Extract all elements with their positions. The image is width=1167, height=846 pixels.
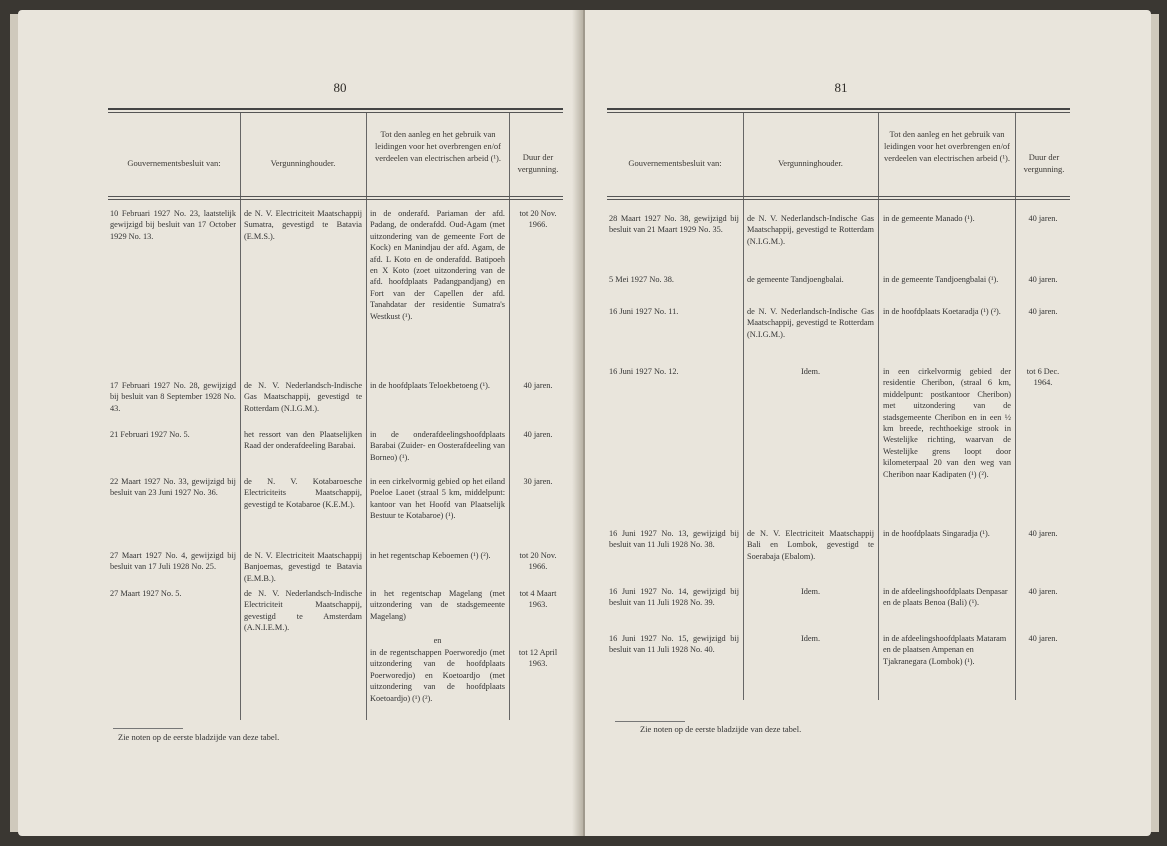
table-cell-besluit: 16 Juni 1927 No. 12. <box>609 367 679 376</box>
column-divider <box>743 113 744 700</box>
table-cell-aanleg: in een cirkelvormig gebied op het eiland Poeloe Laoet (straal 5 km, middelpunt: kantoor van het Hoofd van Plaatselijk Bestuur te Kotabaroe) (¹). <box>370 477 505 521</box>
table-cell-aanleg: in de hoofdplaats Singaradja (¹). <box>883 529 990 538</box>
table-cell-besluit: 16 Juni 1927 No. 15, gewijzigd bij besluit van 11 Juli 1928 No. 40. <box>609 634 739 655</box>
table-cell-besluit: 27 Maart 1927 No. 5. <box>110 589 182 598</box>
footnote-rule <box>113 728 183 729</box>
table-top-rule <box>607 108 1070 110</box>
table-cell-aanleg: in de hoofdplaats Teloekbetoeng (¹). <box>370 381 490 390</box>
table-cell-aanleg: in de hoofdplaats Koetaradja (¹) (²). <box>883 307 1001 316</box>
table-cell-aanleg: in de afdeelingshoofdplaats Mataram en de plaatsen Ampenan en Tjakranegara (Lombok) (¹). <box>883 634 1007 666</box>
table-cell-aanleg: in de gemeente Tandjoengbalai (¹). <box>883 275 999 284</box>
column-divider <box>366 113 367 720</box>
table-cell-duur: 40 jaren. <box>523 381 553 390</box>
table-cell-duur: tot 20 Nov. 1966. <box>519 209 557 230</box>
column-divider <box>240 113 241 720</box>
table-top-rule-2 <box>607 112 1070 113</box>
page-number: 81 <box>834 80 848 95</box>
table-cell-besluit: 22 Maart 1927 No. 33, gewijzigd bij besluit van 23 Juni 1927 No. 36. <box>110 477 236 498</box>
left-page <box>18 10 583 836</box>
table-cell-houder: de N. V. Electriciteit Maatschappij Banjoemas, gevestigd te Batavia (E.M.B.). <box>244 551 362 583</box>
table-cell-aanleg: in een cirkelvormig gebied der residentie Cheribon, (straal 6 km, middelpunt: postkantoor Cheribon) met uitzondering van de stadsgemeente Cheribon en in een ½ km breede, rechthoekige strook in Westelijke richting, waarvan de Westelijke grens loopt door kilometerpaal 20 van den weg van Cheribon naar Kadipaten (¹) (²). <box>883 367 1011 479</box>
footnote-rule <box>615 721 685 722</box>
table-cell-duur: 40 jaren. <box>1028 307 1058 316</box>
table-cell-duur: 40 jaren. <box>1028 634 1058 643</box>
header-rule-2 <box>607 199 1070 200</box>
table-cell-aanleg: in de gemeente Manado (¹). <box>883 214 975 223</box>
header-houder: Vergunninghouder. <box>270 158 336 168</box>
footnote: Zie noten op de eerste bladzijde van deze tabel. <box>640 724 802 734</box>
table-cell-besluit: 21 Februari 1927 No. 5. <box>110 430 190 439</box>
table-cell-besluit: 5 Mei 1927 No. 38. <box>609 275 674 284</box>
table-cell-aanleg: in het regentschap Keboemen (¹) (²). <box>370 551 491 560</box>
table-cell-houder: de gemeente Tandjoengbalai. <box>747 275 844 284</box>
table-cell-aanleg: in het regentschap Magelang (met uitzondering van de stadsgemeente Magelang) <box>370 589 505 621</box>
table-top-rule <box>108 108 563 110</box>
table-cell-conjunction: en <box>433 636 442 645</box>
header-duur: Duur der vergunning. <box>517 152 559 174</box>
table-cell-besluit: 17 Februari 1927 No. 28, gewijzigd bij besluit van 8 September 1928 No. 43. <box>110 381 236 413</box>
column-divider <box>1015 113 1016 700</box>
table-cell-houder: Idem. <box>800 634 821 643</box>
table-cell-besluit: 10 Februari 1927 No. 23, laatstelijk gewijzigd bij besluit van 17 October 1929 No. 13. <box>110 209 236 241</box>
table-cell-besluit: 27 Maart 1927 No. 4, gewijzigd bij besluit van 17 Juli 1928 No. 25. <box>110 551 236 572</box>
table-cell-besluit: 28 Maart 1927 No. 38, gewijzigd bij besluit van 21 Maart 1929 No. 35. <box>609 214 739 235</box>
header-aanleg: Tot den aanleg en het gebruik van leidingen voor het overbrengen en/of verdeelen van electrischen arbeid (¹). <box>374 129 502 163</box>
table-cell-besluit: 16 Juni 1927 No. 11. <box>609 307 679 316</box>
header-besluit: Gouvernementsbesluit van: <box>127 158 221 168</box>
table-cell-houder: de N. V. Nederlandsch-Indische Gas Maatschappij, gevestigd te Rotterdam (N.I.G.M.). <box>747 307 874 339</box>
header-rule <box>607 196 1070 197</box>
table-cell-houder: Idem. <box>800 367 821 376</box>
table-cell-besluit: 16 Juni 1927 No. 13, gewijzigd bij besluit van 11 Juli 1928 No. 38. <box>609 529 739 550</box>
table-cell-duur: tot 20 Nov. 1966. <box>519 551 557 572</box>
table-top-rule-2 <box>108 112 563 113</box>
right-page <box>585 10 1151 836</box>
table-cell-duur: tot 12 April 1963. <box>518 648 558 669</box>
table-cell-aanleg: in de regentschappen Poerworedjo (met uitzondering van de hoofdplaats Poerworedjo) en Koetoardjo (met uitzondering van de hoofdplaats Koetoardjo) (¹) (²). <box>370 648 505 703</box>
table-cell-aanleg: in de afdeelingshoofdplaats Denpasar en de plaats Benoa (Bali) (¹). <box>883 587 1008 608</box>
footnote: Zie noten op de eerste bladzijde van deze tabel. <box>118 732 280 742</box>
header-duur: Duur der vergunning. <box>1023 152 1065 174</box>
table-cell-houder: de N. V. Nederlandsch-Indische Electriciteit Maatschappij, gevestigd te Amsterdam (A.N.I.E.M.). <box>244 589 362 633</box>
table-cell-duur: 40 jaren. <box>1028 214 1058 223</box>
header-besluit: Gouvernementsbesluit van: <box>628 158 722 168</box>
table-cell-duur: 40 jaren. <box>1028 529 1058 538</box>
header-houder: Vergunninghouder. <box>778 158 843 168</box>
table-cell-houder: het ressort van den Plaatselijken Raad der onderafdeeling Barabai. <box>244 430 362 451</box>
table-cell-houder: de N. V. Kotabaroesche Electriciteits Maatschappij, gevestigd te Kotabaroe (K.E.M.). <box>244 477 362 509</box>
table-cell-houder: de N. V. Electriciteit Maatschappij Bali en Lombok, gevestigd te Soerabaja (Ebalom). <box>747 529 874 561</box>
table-cell-besluit: 16 Juni 1927 No. 14, gewijzigd bij besluit van 11 Juli 1928 No. 39. <box>609 587 739 608</box>
table-cell-duur: tot 6 Dec. 1964. <box>1026 367 1060 388</box>
page-number: 80 <box>333 80 347 95</box>
header-aanleg: Tot den aanleg en het gebruik van leidingen voor het overbrengen en/of verdeelen van electrischen arbeid (¹). <box>883 129 1011 163</box>
table-cell-duur: 40 jaren. <box>523 430 553 439</box>
table-cell-duur: 40 jaren. <box>1028 275 1058 284</box>
column-divider <box>878 113 879 700</box>
table-cell-aanleg: in de onderafd. Pariaman der afd. Padang, de onderafdd. Oud-Agam (met uitzondering van de gemeente Fort de Kock) en Manindjau der afd. Agam, de afd. L Koto en de onderafdd. Batipoeh en X Koto (zoet uitzondering van de afd. hoofdplaats Padangpandjang) en Fort van der Capellen der afd. Tanahdatar der residentie Sumatra's Westkust (¹). <box>370 209 505 321</box>
table-cell-duur: 40 jaren. <box>1028 587 1058 596</box>
header-rule-2 <box>108 199 563 200</box>
table-cell-duur: tot 4 Maart 1963. <box>519 589 557 610</box>
table-cell-houder: de N. V. Nederlandsch-Indische Gas Maatschappij, gevestigd te Rotterdam (N.I.G.M.). <box>244 381 362 413</box>
header-rule <box>108 196 563 197</box>
table-cell-houder: Idem. <box>800 587 821 596</box>
table-cell-houder: de N. V. Nederlandsch-Indische Gas Maatschappij, gevestigd te Rotterdam (N.I.G.M.). <box>747 214 874 246</box>
column-divider <box>509 113 510 720</box>
table-cell-duur: 30 jaren. <box>523 477 553 486</box>
table-cell-aanleg: in de onderafdeelingshoofdplaats Barabai (Zuider- en Oosterafdeeling van Borneo) (¹). <box>370 430 505 462</box>
table-cell-houder: de N. V. Electriciteit Maatschappij Sumatra, gevestigd te Batavia (E.M.S.). <box>244 209 362 241</box>
